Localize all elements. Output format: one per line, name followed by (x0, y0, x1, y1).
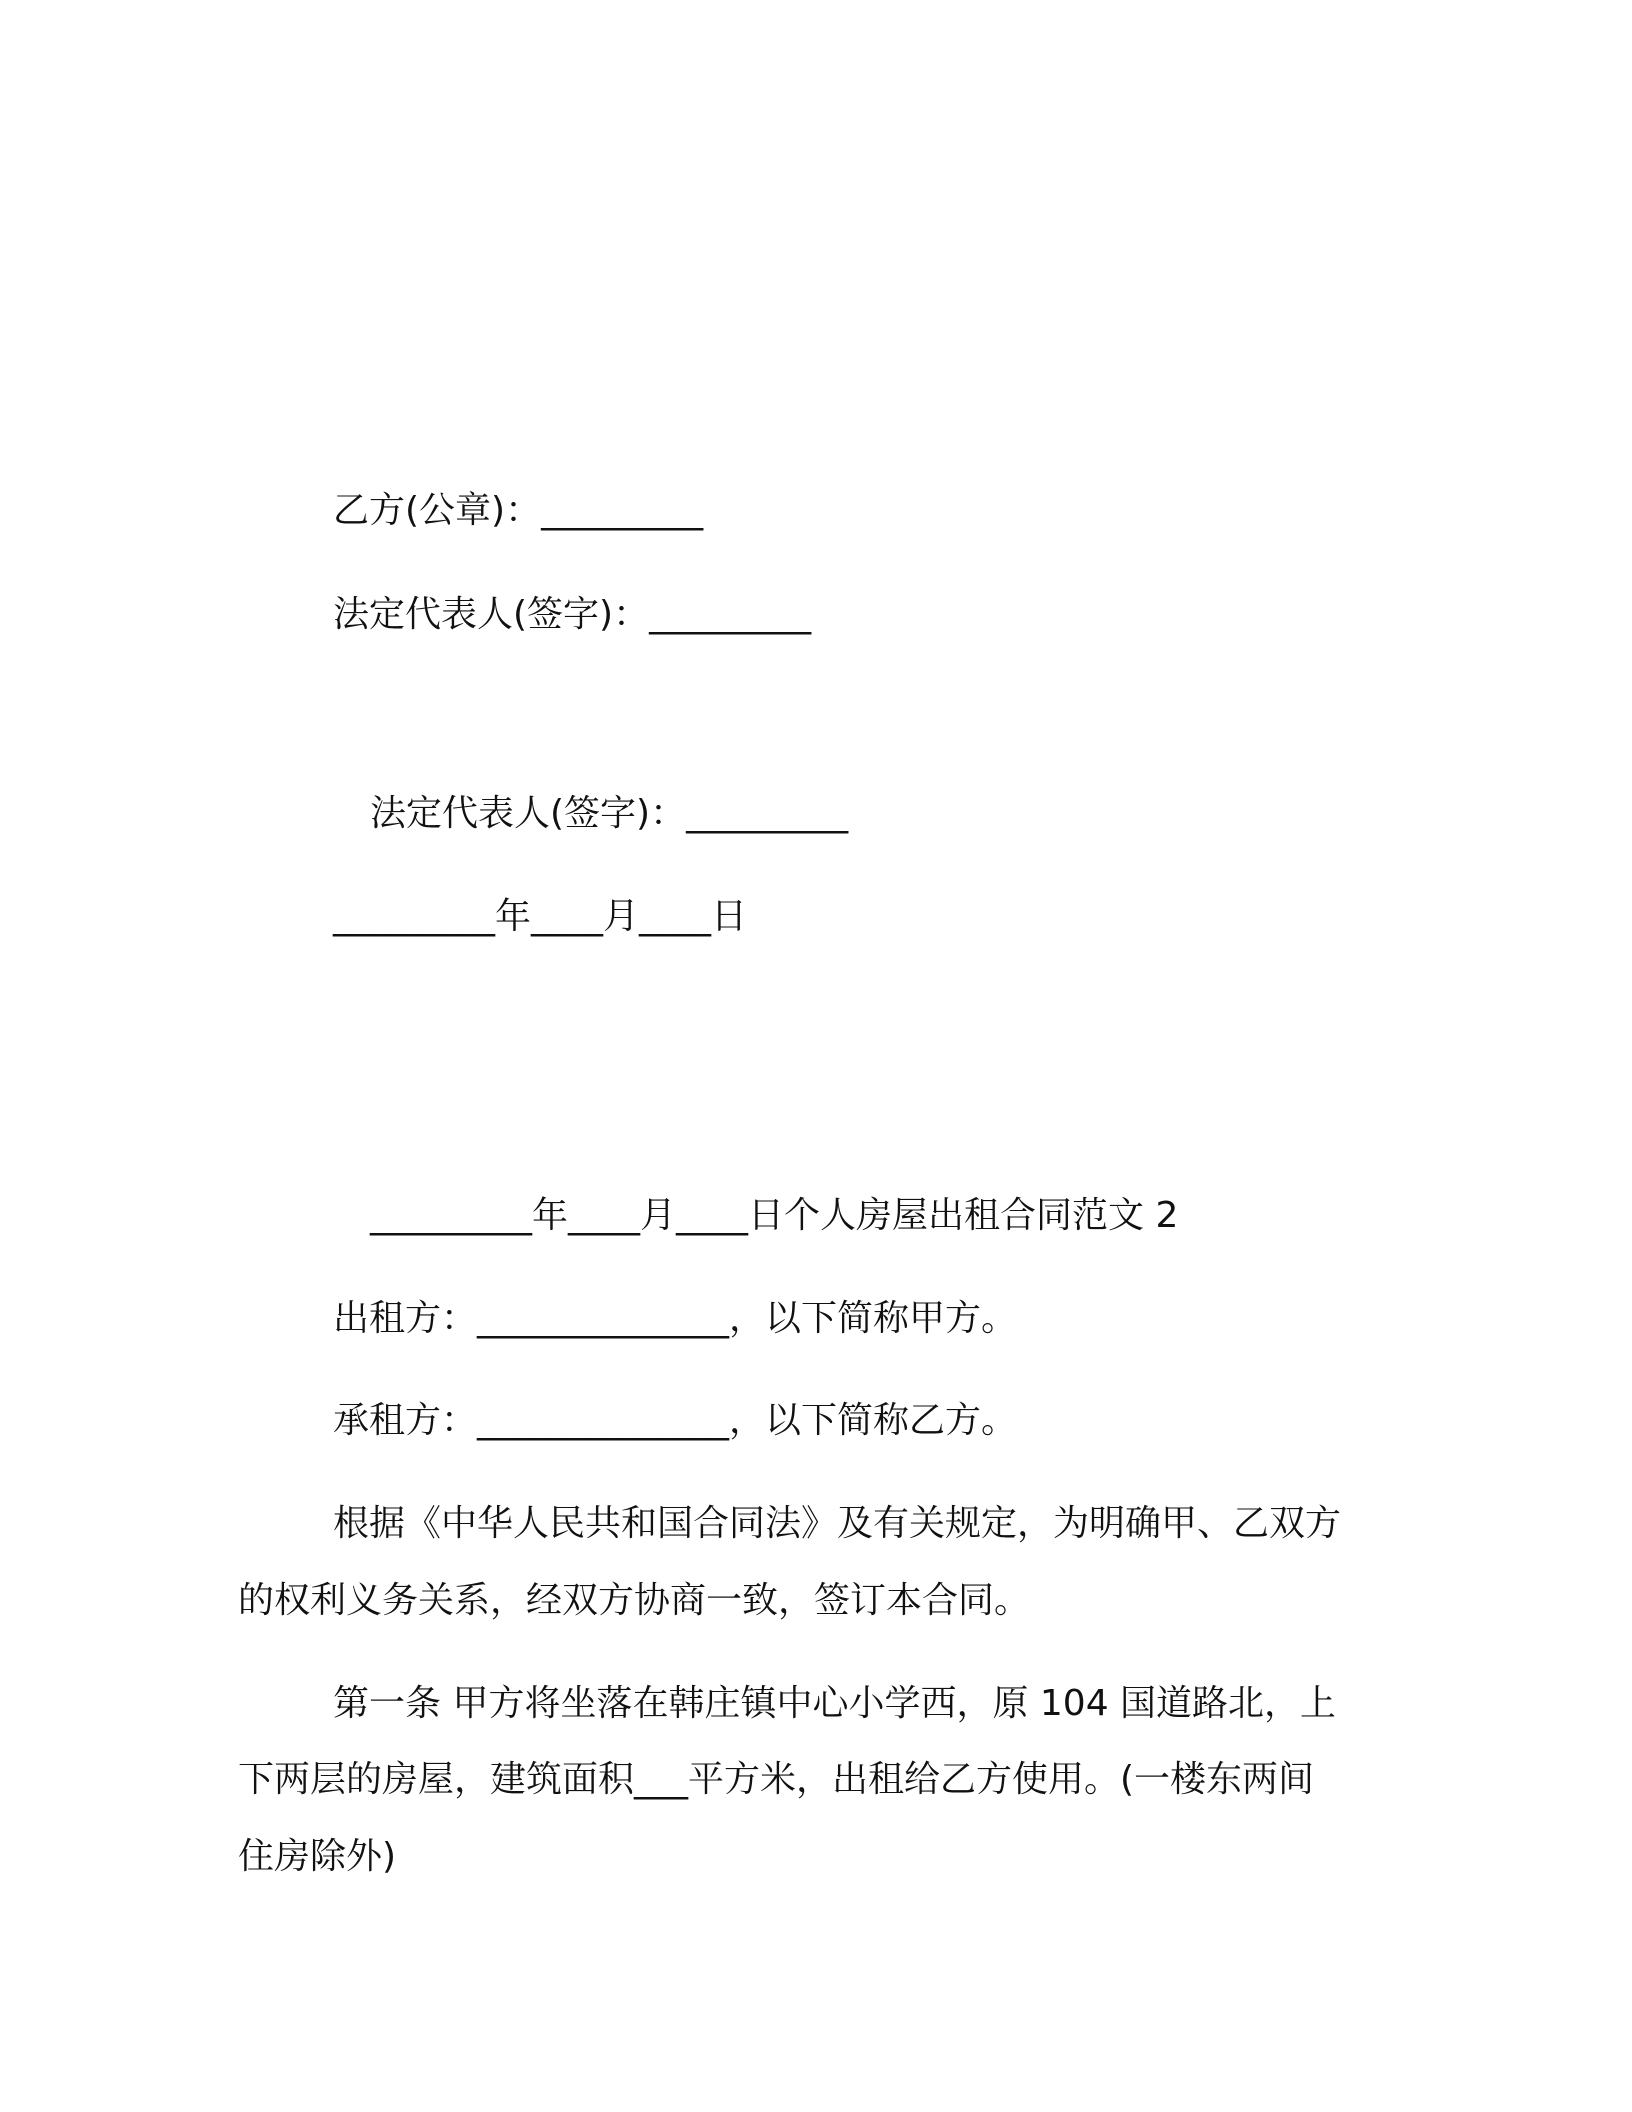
lessee-line: 承租方：______________，以下简称乙方。 (333, 1400, 1018, 1441)
article-1-line-2: 下两层的房屋，建筑面积___平方米，出租给乙方使用。(一楼东两间 (238, 1759, 1315, 1800)
article-1-line-1: 第一条 甲方将坐落在韩庄镇中心小学西，原 104 国道路北，上 (333, 1683, 1337, 1724)
party-b-seal-line: 乙方(公章)：_________ (333, 490, 704, 531)
basis-paragraph-line-1: 根据《中华人民共和国合同法》及有关规定，为明确甲、乙双方 (333, 1503, 1342, 1544)
contract-title-line: _________年____月____日个人房屋出租合同范文 2 (370, 1195, 1179, 1236)
basis-paragraph-line-2: 的权利义务关系，经双方协商一致，签订本合同。 (238, 1580, 1031, 1621)
lessor-line: 出租方：______________，以下简称甲方。 (333, 1298, 1018, 1339)
date-line: _________年____月____日 (333, 896, 747, 937)
legal-representative-signature-line-2: 法定代表人(签字)：_________ (370, 793, 849, 834)
article-1-line-3: 住房除外) (238, 1836, 397, 1877)
legal-representative-signature-line: 法定代表人(签字)：_________ (333, 594, 812, 635)
